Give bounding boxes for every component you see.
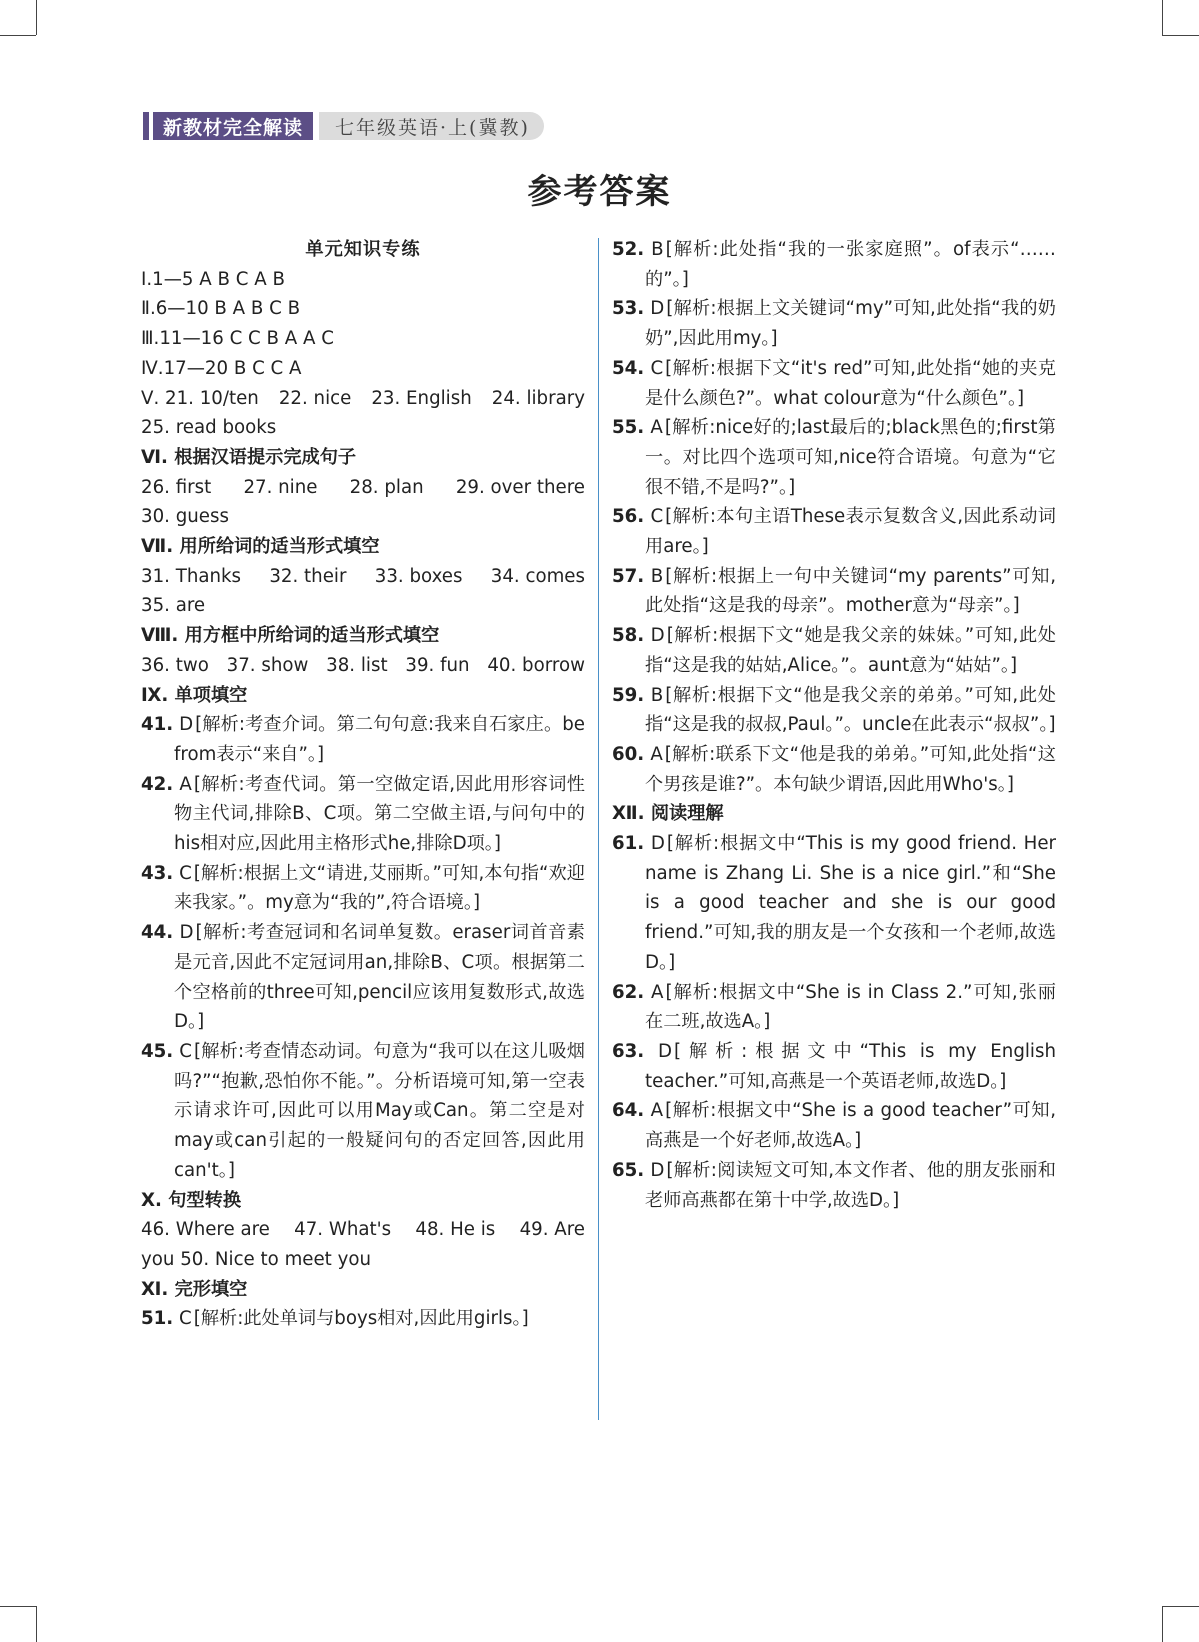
question-number: 61.	[612, 833, 645, 855]
answer-entry	[141, 710, 585, 769]
answer-rows	[141, 265, 585, 711]
answer-item: Ⅴ. 21. 10/ten	[141, 387, 259, 409]
section-heading: Ⅻ. 阅读理解	[612, 803, 724, 825]
crop-mark	[0, 1606, 36, 1607]
explanation-text: [解析:考查介词。第二句句意:我来自石家庄。be from表示“来自”。]	[174, 714, 585, 765]
answer-item: 47. What's	[294, 1219, 392, 1241]
crop-mark	[1162, 1606, 1163, 1642]
explanation-text: [解析:根据上文关键词“my”可知,此处指“我的奶奶”,因此用my。]	[645, 298, 1056, 350]
section-heading	[141, 681, 585, 711]
answer-item: 30. guess	[141, 506, 229, 528]
answer-entry	[612, 1037, 1056, 1096]
section-heading	[141, 532, 585, 562]
answer-line	[141, 562, 585, 592]
question-number: 59.	[612, 684, 645, 706]
answer-explanations	[612, 829, 1056, 1215]
answer-item: Ⅷ. 用方框中所给词的适当形式填空	[141, 625, 440, 647]
crop-mark	[1162, 1606, 1199, 1607]
series-label: 新教材完全解读	[153, 112, 313, 140]
answer-item: 40. borrow	[487, 654, 585, 676]
answer-entry	[612, 829, 1056, 978]
left-column	[141, 235, 585, 1334]
explanation-text: [解析:根据文中“This is my English teacher.”可知,高燕是一个英语老师,故选D。]	[645, 1040, 1056, 1092]
answer-line	[141, 502, 585, 532]
answer-choice: B	[650, 684, 664, 706]
question-number: 43.	[141, 862, 174, 884]
answer-entry	[141, 918, 585, 1037]
question-number: 42.	[141, 773, 174, 795]
explanation-text: [解析:联系下文“他是我的弟弟。”可知,此处指“这个男孩是谁?”。本句缺少谓语,因此用Who's。]	[645, 743, 1056, 795]
explanation-text: [解析:根据下文“她是我父亲的妹妹。”可知,此处指“这是我的姑姑,Alice。”。aunt意为“姑姑”。]	[645, 625, 1056, 676]
section-heading	[141, 621, 585, 651]
answer-item: Ⅳ.17—20 B C C A	[141, 357, 302, 379]
question-number: 45.	[141, 1040, 174, 1062]
answer-entry	[612, 294, 1056, 353]
answer-entry	[612, 354, 1056, 413]
answer-item: 27. nine	[243, 476, 318, 498]
answer-choice: A	[650, 743, 663, 765]
answer-item: Ⅺ. 完形填空	[141, 1278, 248, 1300]
answer-entry	[141, 1037, 585, 1186]
answer-choice: D	[179, 922, 194, 944]
answer-item: 37. show	[226, 654, 309, 676]
answer-item: 46. Where are	[141, 1219, 270, 1241]
answer-choice: A	[651, 981, 664, 1003]
explanation-text: [解析:根据文中“She is a good teacher”可知,高燕是一个好老师,故选A。]	[645, 1100, 1056, 1152]
answer-choice: D	[657, 1040, 672, 1062]
answer-item: 38. list	[326, 654, 388, 676]
answer-item: 34. comes	[490, 565, 585, 587]
answer-choice: D	[179, 714, 194, 736]
answer-line	[141, 473, 585, 503]
explanation-text: [解析:根据上文“请进,艾丽斯。”可知,本句指“欢迎来我家。”。my意为“我的”,符合语境。]	[174, 862, 585, 914]
answer-item: Ⅱ.6—10 B A B C B	[141, 298, 301, 320]
answer-line	[141, 354, 585, 384]
answer-item: 23. English	[371, 387, 472, 409]
section-heading	[141, 1186, 585, 1216]
book-subtitle: 七年级英语·上(冀教)	[319, 112, 544, 140]
answer-item: 49. Are	[519, 1219, 585, 1241]
answer-choice: C	[650, 357, 664, 379]
explanation-text: [解析:考查情态动词。句意为“我可以在这儿吸烟吗?”“抱歉,恐怕你不能。”。分析语境可知,第一空表示请求许可,因此可以用May或Can。第二空是对may或can引起的一般疑问句的否定回答,因此用can't。]	[174, 1040, 585, 1181]
crop-mark	[0, 35, 36, 36]
crop-mark	[1162, 0, 1163, 35]
answer-choice: A	[650, 1100, 664, 1122]
explanation-text: [解析:此处单词与boys相对,因此用girls。]	[193, 1308, 529, 1330]
crop-mark	[36, 0, 37, 35]
answer-item: 28. plan	[349, 476, 424, 498]
answer-choice: C	[650, 506, 664, 528]
answer-entry	[612, 413, 1056, 502]
answer-choice: A	[179, 773, 192, 795]
answer-item: 25. read books	[141, 417, 277, 439]
answer-line	[141, 324, 585, 354]
answer-line	[141, 413, 585, 443]
column-divider	[598, 238, 599, 1420]
page-title: 参考答案	[527, 172, 672, 212]
answer-entry	[612, 740, 1056, 799]
answer-rows	[141, 1186, 585, 1305]
header-accent-bar	[143, 112, 149, 140]
explanation-text: [解析:此处指“我的一张家庭照”。of表示“……的”。]	[645, 239, 1056, 290]
right-column	[612, 235, 1056, 1215]
question-number: 57.	[612, 565, 645, 587]
crop-mark	[1162, 35, 1199, 36]
answer-entry	[612, 1156, 1056, 1215]
answer-item: 31. Thanks	[141, 565, 242, 587]
question-number: 63.	[612, 1040, 645, 1062]
explanation-text: [解析:根据下文“他是我父亲的弟弟。”可知,此处指“这是我的叔叔,Paul。”。uncle在此表示“叔叔”。]	[645, 684, 1056, 736]
answer-item: 32. their	[269, 565, 347, 587]
answer-item: 24. library	[491, 387, 585, 409]
explanation-text: [解析:根据上一句中关键词“my parents”可知,此处指“这是我的母亲”。mother意为“母亲”。]	[645, 565, 1056, 617]
explanation-text: [解析:阅读短文可知,本文作者、他的朋友张丽和老师高燕都在第十中学,故选D。]	[645, 1159, 1056, 1211]
answer-entry	[612, 502, 1056, 561]
answer-choice: D	[650, 833, 665, 855]
answer-item: 26. first	[141, 476, 212, 498]
answer-entry	[612, 621, 1056, 680]
answer-item: 48. He is	[415, 1219, 496, 1241]
question-number: 54.	[612, 357, 645, 379]
answer-line	[141, 294, 585, 324]
answer-item: Ⅸ. 单项填空	[141, 684, 248, 706]
question-number: 60.	[612, 743, 645, 765]
section-heading	[141, 443, 585, 473]
section-title: 单元知识专练	[305, 239, 421, 260]
answer-line	[141, 1215, 585, 1245]
question-number: 51.	[141, 1308, 174, 1330]
question-number: 41.	[141, 714, 174, 736]
answer-explanations	[612, 235, 1056, 799]
answer-item: Ⅹ. 句型转换	[141, 1189, 242, 1211]
answer-choice: B	[651, 239, 664, 260]
answer-entry	[612, 235, 1056, 294]
answer-entry	[612, 978, 1056, 1037]
answer-item: Ⅵ. 根据汉语提示完成句子	[141, 446, 357, 468]
answer-line	[141, 651, 585, 681]
answer-choice: C	[179, 1040, 192, 1062]
answer-choice: D	[650, 625, 665, 647]
question-number: 58.	[612, 625, 645, 647]
explanation-text: [解析:根据文中“This is my good friend. Her name is Zhang Li. She is a nice girl.”和“She is a good teacher and she is our good friend.”可知,我的朋友是一个女孩和一个老师,故选D。]	[645, 833, 1056, 973]
explanation-text: [解析:考查代词。第一空做定语,因此用形容词性物主代词,排除B、C项。第二空做主语,与问句中的his相对应,因此用主格形式he,排除D项。]	[174, 773, 585, 855]
explanation-text: [解析:nice好的;last最后的;black黑色的;first第一。对比四个选项可知,nice符合语境。句意为“它很不错,不是吗?”。]	[645, 417, 1056, 498]
answer-item: 33. boxes	[374, 565, 463, 587]
answer-explanations	[141, 710, 585, 1185]
crop-mark	[36, 1606, 37, 1642]
explanation-text: [解析:本句主语These表示复数含义,因此系动词用are。]	[645, 506, 1056, 558]
question-number: 44.	[141, 922, 174, 944]
answer-explanations	[141, 1304, 585, 1334]
section-heading	[141, 1275, 585, 1305]
answer-item: 35. are	[141, 595, 206, 617]
answer-entry	[612, 681, 1056, 740]
answer-choice: B	[650, 565, 664, 587]
question-number: 52.	[612, 239, 645, 260]
explanation-text: [解析:考查冠词和名词单复数。eraser词首音素是元音,因此不定冠词用an,排除B、C项。根据第二个空格前的three可知,pencil应该用复数形式,故选D。]	[174, 922, 585, 1033]
explanation-text: [解析:根据下文“it's red”可知,此处指“她的夹克是什么颜色?”。what colour意为“什么颜色”。]	[645, 357, 1056, 409]
answer-item: 36. two	[141, 654, 209, 676]
answer-line	[141, 265, 585, 295]
question-number: 56.	[612, 506, 645, 528]
explanation-text: [解析:根据文中“She is in Class 2.”可知,张丽在二班,故选A。]	[645, 981, 1056, 1033]
answer-choice: C	[179, 862, 192, 884]
answer-item: Ⅰ.1—5 A B C A B	[141, 268, 285, 290]
answer-entry	[141, 770, 585, 859]
answer-item: 29. over there	[455, 476, 585, 498]
answer-line	[141, 1245, 585, 1275]
answer-choice: C	[179, 1308, 192, 1330]
answer-entry	[141, 859, 585, 918]
answer-choice: D	[650, 1159, 665, 1181]
answer-item: 39. fun	[405, 654, 470, 676]
answer-choice: A	[650, 417, 663, 439]
question-number: 53.	[612, 298, 645, 320]
answer-entry	[612, 562, 1056, 621]
answer-item: Ⅲ.11—16 C C B A A C	[141, 328, 334, 350]
answer-line	[141, 384, 585, 414]
answer-entry	[612, 1096, 1056, 1155]
answer-choice: D	[650, 298, 665, 320]
answer-item: you 50. Nice to meet you	[141, 1248, 371, 1270]
answer-item: Ⅶ. 用所给词的适当形式填空	[141, 536, 380, 558]
answer-item: 22. nice	[278, 387, 352, 409]
book-header	[143, 112, 544, 140]
answer-entry	[141, 1304, 585, 1334]
question-number: 55.	[612, 417, 645, 439]
question-number: 65.	[612, 1159, 645, 1181]
answer-line	[141, 591, 585, 621]
question-number: 64.	[612, 1100, 645, 1122]
question-number: 62.	[612, 981, 645, 1003]
